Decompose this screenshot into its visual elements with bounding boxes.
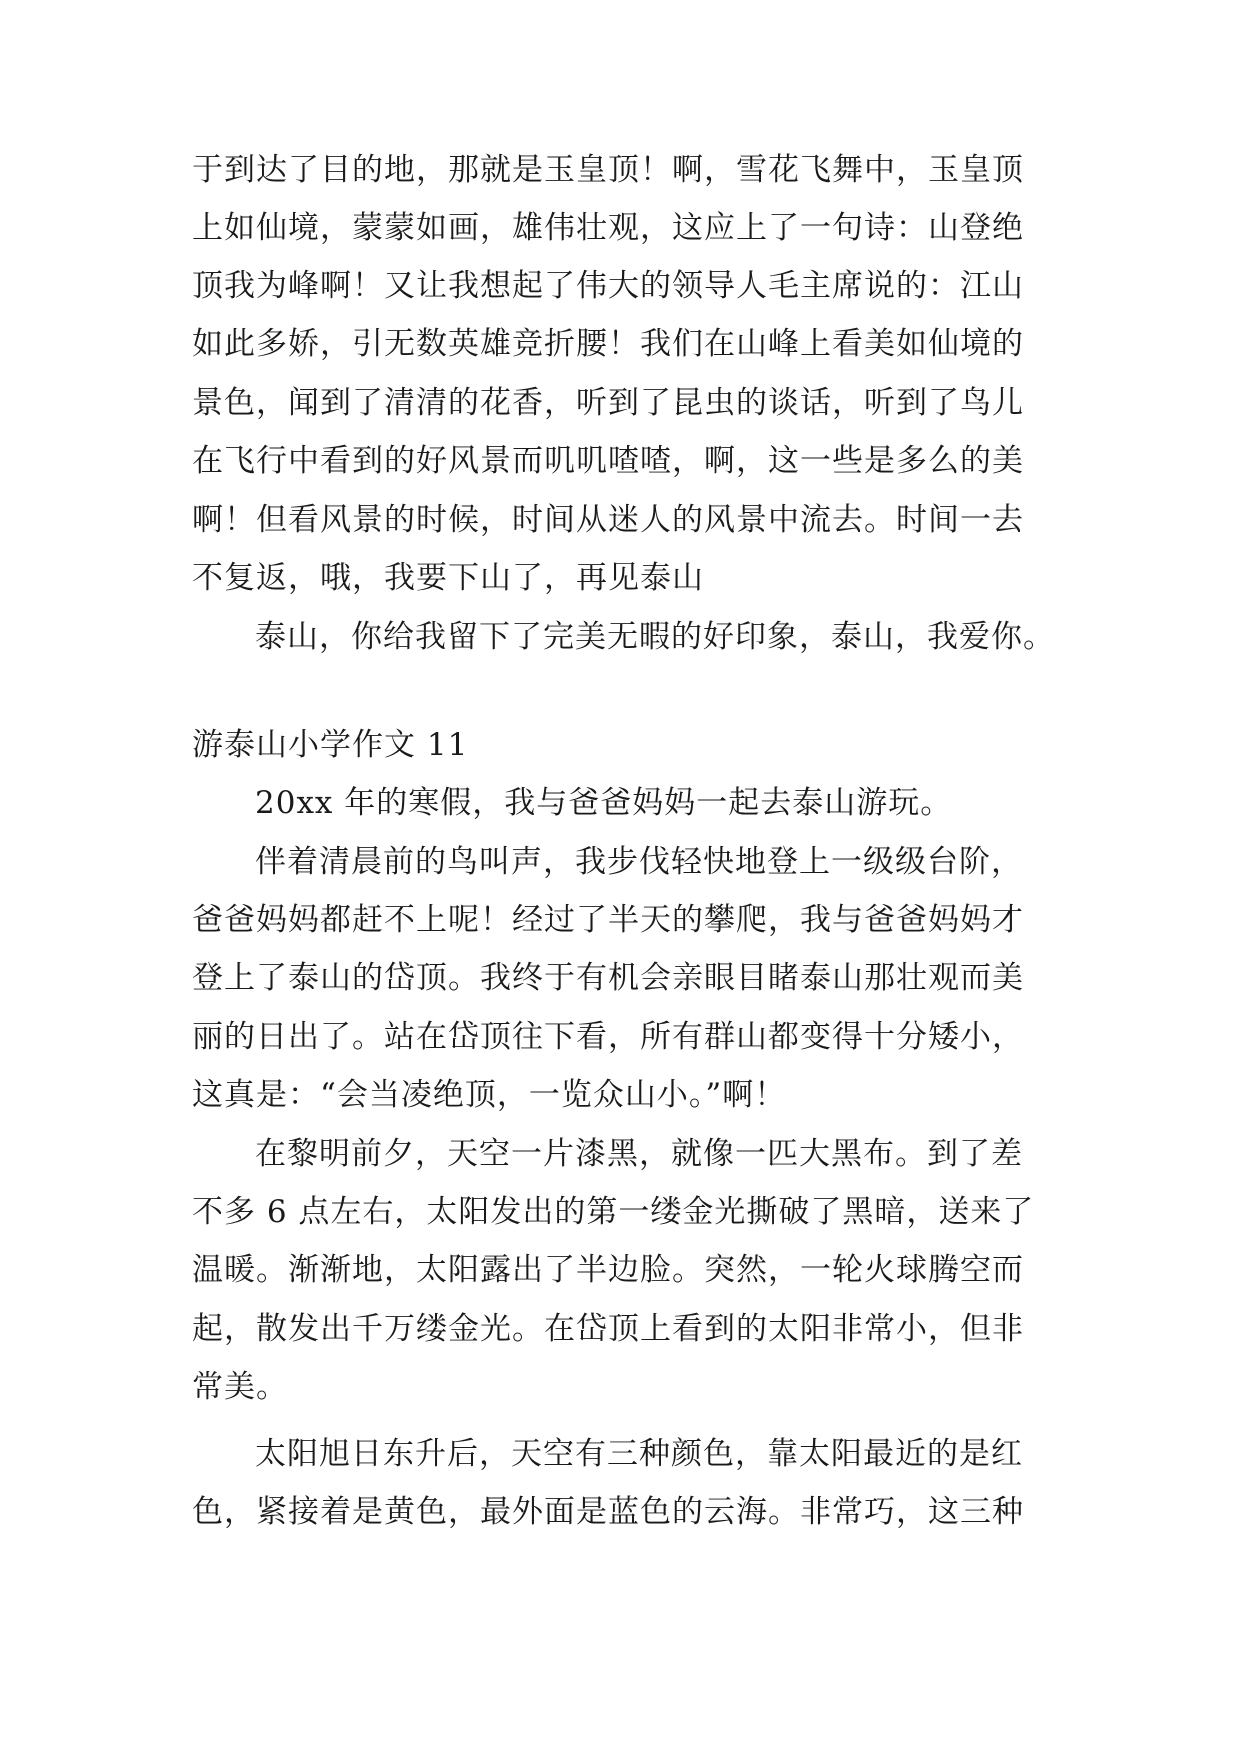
text-line: 色，紧接着是黄色，最外面是蓝色的云海。非常巧，这三种 xyxy=(192,1494,1024,1530)
text-line: 景色，闻到了清清的花香，听到了昆虫的谈话，听到了鸟儿 xyxy=(192,385,1024,421)
text-line: 起，散发出千万缕金光。在岱顶上看到的太阳非常小，但非 xyxy=(192,1311,1024,1347)
paragraph-first-line: 在黎明前夕，天空一片漆黑，就像一匹大黑布。到了差 xyxy=(255,1136,1023,1172)
text-line: 如此多娇，引无数英雄竞折腰！我们在山峰上看美如仙境的 xyxy=(192,326,1024,362)
text-line: 登上了泰山的岱顶。我终于有机会亲眼目睹泰山那壮观而美 xyxy=(192,960,1024,996)
section-heading: 游泰山小学作文 11 xyxy=(192,727,469,763)
text-line: 常美。 xyxy=(192,1369,288,1405)
text-line: 不复返，哦，我要下山了，再见泰山 xyxy=(192,560,704,596)
text-line: 爸爸妈妈都赶不上呢！经过了半天的攀爬，我与爸爸妈妈才 xyxy=(192,902,1024,938)
text-line: 啊！但看风景的时候，时间从迷人的风景中流去。时间一去 xyxy=(192,502,1024,538)
text-line: 丽的日出了。站在岱顶往下看，所有群山都变得十分矮小， xyxy=(192,1019,1024,1055)
paragraph-first-line: 伴着清晨前的鸟叫声，我步伐轻快地登上一级级台阶， xyxy=(255,844,1023,880)
paragraph-first-line: 太阳旭日东升后，天空有三种颜色，靠太阳最近的是红 xyxy=(255,1436,1023,1472)
text-line: 于到达了目的地，那就是玉皇顶！啊，雪花飞舞中，玉皇顶 xyxy=(192,152,1024,188)
text-line: 不多 6 点左右，太阳发出的第一缕金光撕破了黑暗，送来了 xyxy=(192,1194,1035,1230)
paragraph-first-line: 20xx 年的寒假，我与爸爸妈妈一起去泰山游玩。 xyxy=(255,785,953,821)
text-line: 温暖。渐渐地，太阳露出了半边脸。突然，一轮火球腾空而 xyxy=(192,1252,1024,1288)
text-line: 上如仙境，蒙蒙如画，雄伟壮观，这应上了一句诗：山登绝 xyxy=(192,210,1024,246)
text-line: 在飞行中看到的好风景而叽叽喳喳，啊，这一些是多么的美 xyxy=(192,443,1024,479)
text-line: 顶我为峰啊！又让我想起了伟大的领导人毛主席说的：江山 xyxy=(192,268,1024,304)
paragraph-first-line: 泰山，你给我留下了完美无暇的好印象，泰山，我爱你。 xyxy=(255,619,1055,655)
text-line: 这真是：“会当凌绝顶，一览众山小。”啊！ xyxy=(192,1077,787,1113)
